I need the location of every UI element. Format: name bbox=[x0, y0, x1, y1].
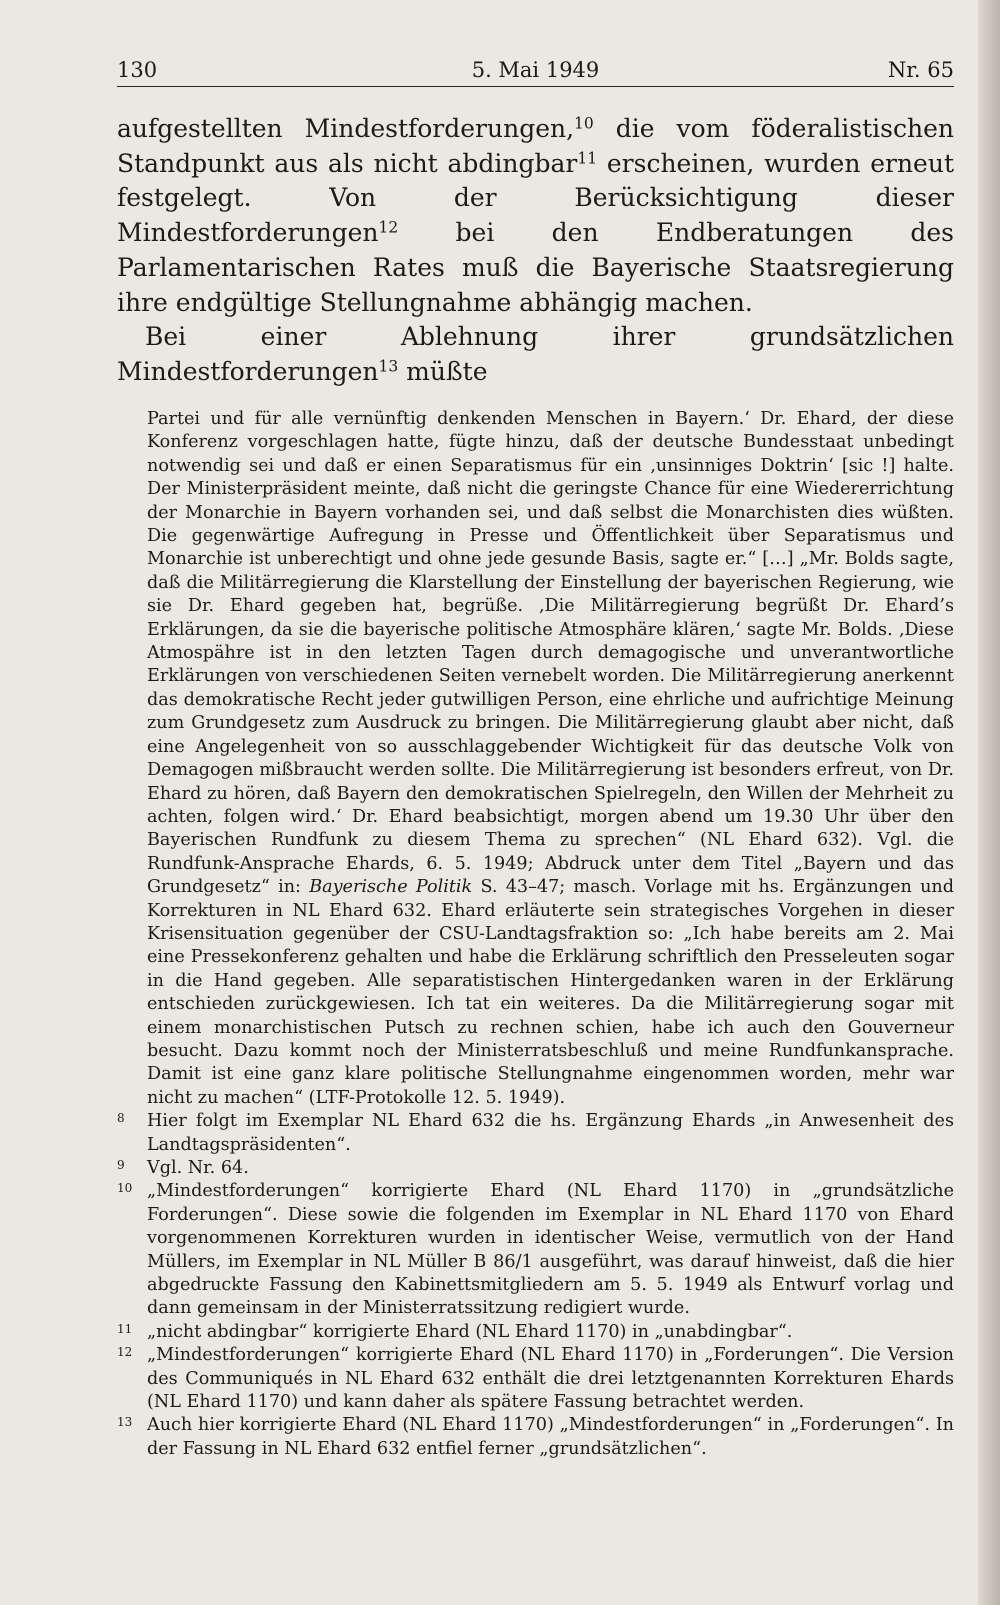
text-run: Bei einer Ablehnung ihrer grundsätzlichen Mindestforderungen bbox=[117, 322, 954, 386]
text-run: müßte bbox=[398, 356, 488, 386]
footnote-12 bbox=[117, 1344, 954, 1414]
footnote-mark: 8 bbox=[117, 1111, 125, 1126]
header-date: 5. Mai 1949 bbox=[471, 58, 600, 82]
footnote-8 bbox=[117, 1110, 954, 1157]
text-run: die vom föderalistischen Standpunkt aus als nicht abdingbar bbox=[117, 114, 954, 178]
main-paragraph-2 bbox=[117, 320, 954, 389]
footnote-9 bbox=[117, 1157, 954, 1180]
footnote-mark: 11 bbox=[117, 1321, 133, 1336]
footnote-11 bbox=[117, 1321, 954, 1344]
footnote-ref-12: 12 bbox=[378, 218, 399, 237]
footnote-13 bbox=[117, 1414, 954, 1461]
footnote-ref-10: 10 bbox=[574, 114, 594, 133]
text-run: Partei und für alle vernünftig denkenden Menschen in Bayern.‘ Dr. Ehard, der diese Konferenz vorgeschlagen hatte, fügte hinzu, daß der deutsche Bundesstaat unbedingt notwendig sei und daß er einen Separatismus für ein ‚unsinniges Doktrin‘ [sic !] halte. Der Ministerpräsident meinte, daß nicht die geringste Chance für eine Wiedererrichtung der Monarchie in Bayern vorhanden sei, und daß selbst die Monarchisten dies wüßten. Die gegenwärtige Aufregung in Presse und Öffentlichkeit über Separatismus und Monarchie ist unberechtigt und ohne jede gesunde Basis, sagte er.“ […] „Mr. Bolds sagte, daß die Militärregierung die Klarstellung der Einstellung der bayerischen Regierung, wie sie Dr. Ehard gegeben hat, begrüße. ‚Die Militärregierung begrüßt Dr. Ehard’s Erklärungen, da sie die bayerische politische Atmosphäre klären,‘ sagte Mr. Bolds. ‚Diese Atmospähre ist in den letzten Tagen durch demagogische und unverantwortliche Erklärungen von verschiedenen Seiten vernebelt worden. Die Militärregierung anerkennt das demokratische Recht jeder gutwilligen Person, eine ehrliche und aufrichtige Meinung zum Grundgesetz zum Ausdruck zu bringen. Die Militärregierung glaubt aber nicht, daß eine Angelegenheit von so ausschlaggebender Wichtigkeit für das deutsche Volk von Demagogen mißbraucht werden sollte. Die Militärregierung ist besonders erfreut, von Dr. Ehard zu hören, daß Bayern den demokratischen Spielregeln, den Willen der Mehrheit zu achten, folgen wird.‘ Dr. Ehard beabsichtigt, morgen abend um 19.30 Uhr über den Bayerischen Rundfunk zu diesem Thema zu sprechen“ (NL Ehard 632). Vgl. die Rundfunk-Ansprache Ehards, 6. 5. 1949; Abdruck unter dem Titel „Bayern und das Grundgesetz“ in: bbox=[147, 409, 954, 898]
footnote-ref-11: 11 bbox=[577, 149, 598, 168]
footnote-continuation bbox=[117, 408, 954, 1110]
footnote-10 bbox=[117, 1180, 954, 1320]
page-number: 130 bbox=[117, 58, 158, 82]
footnote-ref-13: 13 bbox=[378, 357, 399, 376]
document-number: Nr. 65 bbox=[887, 58, 954, 82]
footnote-text: Hier folgt im Exemplar NL Ehard 632 die hs. Ergänzung Ehards „in Anwesenheit des Landtagspräsidenten“. bbox=[147, 1111, 954, 1155]
footnote-mark: 13 bbox=[117, 1415, 133, 1430]
footnote-text: Auch hier korrigierte Ehard (NL Ehard 1170) „Mindestforderungen“ in „Forderungen“. In der Fassung in NL Ehard 632 entfiel ferner „grundsätzlichen“. bbox=[147, 1415, 954, 1459]
italic-title: Bayerische Politik bbox=[309, 877, 473, 898]
text-run: S. 43–47; masch. Vorlage mit hs. Ergänzungen und Korrekturen in NL Ehard 632. Ehard erläuterte sein strategisches Vorgehen in dieser Krisensituation gegenüber der CSU-Landtagsfraktion so: „Ich habe bereits am 2. Mai eine Pressekonferenz gehalten und habe die Erklärung schriftlich den Presseleuten sogar in die Hand gegeben. Alle separatistischen Hintergedanken waren in der Erklärung entschieden zurückgewiesen. Ich tat ein weiteres. Da die Militärregierung sogar mit einem monarchistischen Putsch zu rechnen schien, habe ich auch den Gouverneur besucht. Dazu kommt noch der Ministerratsbeschluß und meine Rundfunkansprache. Damit ist eine ganz klare politische Stellungnahme eingenommen worden, mehr war nicht zu machen“ (LTF-Protokolle 12. 5. 1949). bbox=[147, 877, 954, 1108]
main-paragraph-1 bbox=[117, 112, 954, 320]
footnote-mark: 9 bbox=[117, 1158, 125, 1172]
text-run: aufgestellten Mindestforderungen, bbox=[117, 114, 575, 143]
text-run: erscheinen, wurden erneut festgelegt. Von der Berücksichtigung dieser Mindestforderungen bbox=[117, 148, 954, 248]
running-header bbox=[117, 56, 954, 87]
main-text bbox=[117, 112, 954, 390]
text-run: bei den Endberatungen des Parlamentarischen Rates muß die Bayerische Staatsregierung ihre endgültige Stellungnahme abhängig machen. bbox=[117, 218, 954, 317]
footnote-text: Vgl. Nr. 64. bbox=[147, 1158, 249, 1178]
footnote-text: „nicht abdingbar“ korrigierte Ehard (NL Ehard 1170) in „unabdingbar“. bbox=[147, 1321, 793, 1342]
footnote-mark: 12 bbox=[117, 1345, 133, 1360]
footnote-text: „Mindestforderungen“ korrigierte Ehard (NL Ehard 1170) in „grundsätzliche Forderungen“. Diese sowie die folgenden im Exemplar in NL Ehard 1170 von Ehard vorgenommenen Korrekturen wurden in identischer Weise, vermutlich von der Hand Müllers, im Exemplar in NL Müller B 86/1 ausgeführt, was darauf hinweist, daß die hier abgedruckte Fassung den Kabinettsmitgliedern am 5. 5. 1949 als Entwurf vorlag und dann gemeinsam in der Ministerratssitzung redigiert wurde. bbox=[147, 1181, 954, 1319]
footnote-mark: 10 bbox=[117, 1181, 133, 1196]
page-edge bbox=[978, 0, 1000, 1605]
footnote-text: „Mindestforderungen“ korrigierte Ehard (NL Ehard 1170) in „Forderungen“. Die Version des Communiqués in NL Ehard 632 enthält die drei letztgenannten Korrekturen Ehards (NL Ehard 1170) und kann daher als spätere Fassung betrachtet werden. bbox=[147, 1345, 954, 1413]
footnotes bbox=[117, 408, 954, 1461]
